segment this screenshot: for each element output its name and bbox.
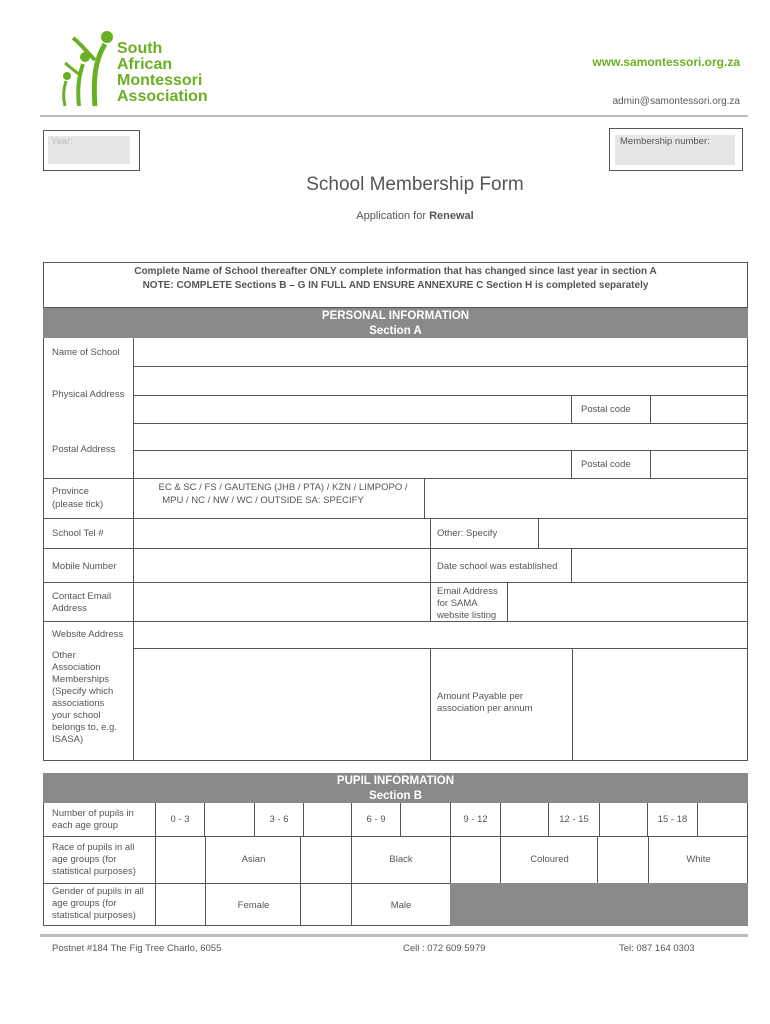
race-coloured-label: Coloured [530, 854, 569, 865]
race-asian-label: Asian [241, 854, 266, 865]
instructions-line-2: NOTE: COMPLETE Sections B – G IN FULL AND ENSURE ANNEXURE C Section H is completed separately [142, 280, 649, 291]
race-black-input[interactable] [300, 836, 352, 884]
form-title: School Membership Form [306, 174, 524, 195]
race-white-label: White [686, 854, 711, 865]
postal-address-input-2[interactable] [133, 450, 748, 479]
postal-address-label: Postal Address [52, 444, 116, 455]
postal-address-input-1[interactable] [133, 423, 748, 451]
website-link[interactable]: www.samontessori.org.za [592, 55, 740, 69]
race-asian-input[interactable] [155, 836, 206, 884]
logo-wordmark: South African Montessori Association [117, 40, 208, 105]
section-a-heading: PERSONAL INFORMATION Section A [43, 308, 748, 338]
website-input[interactable] [133, 621, 748, 649]
age-9-12-input[interactable] [501, 803, 548, 837]
school-tel-label: School Tel # [52, 528, 104, 539]
age-6-9-label: 6 - 9 [366, 814, 386, 825]
age-12-15-label: 12 - 15 [559, 814, 589, 825]
instructions-line-1: Complete Name of School thereafter ONLY complete information that has changed since last year in section A [134, 266, 657, 277]
date-established-label: Date school was established [437, 561, 558, 572]
race-label: Race of pupils in all age groups (for statistical purposes) [52, 842, 136, 877]
footer-divider [40, 934, 748, 937]
footer-tel: Tel: 087 164 0303 [619, 943, 695, 954]
age-0-3-input[interactable] [205, 803, 255, 837]
other-memberships-input[interactable] [133, 648, 431, 761]
contact-email-input[interactable] [133, 582, 431, 622]
membership-label: Membership number: [620, 136, 710, 147]
contact-email-label-2: Address [52, 603, 87, 614]
province-options-line-1: EC & SC / FS / GAUTENG (JHB / PTA) / KZN / LIMPOPO / [158, 482, 408, 493]
gender-male-input[interactable] [300, 883, 352, 926]
province-label-1: Province [52, 486, 89, 497]
contact-email-label-1: Contact Email [52, 591, 112, 602]
gender-female-label: Female [237, 900, 270, 911]
sama-email-label: Email Address for SAMA website listing [437, 586, 498, 621]
other-specify-label: Other: Specify [437, 528, 498, 539]
footer-postal: Postnet #184 The Fig Tree Charlo, 6055 [52, 943, 222, 954]
date-established-input[interactable] [571, 548, 748, 583]
age-12-15-input[interactable] [600, 803, 647, 837]
sama-email-input[interactable] [508, 582, 748, 622]
race-coloured-input[interactable] [450, 836, 501, 884]
sama-logo-figures [55, 30, 117, 108]
section-b-heading: PUPIL INFORMATION Section B [43, 773, 748, 803]
age-9-12-label: 9 - 12 [463, 814, 488, 825]
gender-unused-area [450, 883, 748, 926]
mobile-input[interactable] [133, 548, 431, 583]
mobile-label: Mobile Number [52, 561, 117, 572]
gender-female-input[interactable] [155, 883, 206, 926]
other-specify-input[interactable] [538, 518, 748, 549]
amount-payable-label: Amount Payable per association per annum [437, 691, 533, 714]
age-3-6-label: 3 - 6 [269, 814, 289, 825]
race-black-label: Black [389, 854, 413, 865]
province-label-2: (please tick) [52, 499, 104, 510]
website-label: Website Address [52, 629, 124, 640]
province-options-line-2: MPU / NC / NW / WC / OUTSIDE SA: SPECIFY [162, 495, 364, 506]
age-6-9-input[interactable] [401, 803, 450, 837]
footer-cell: Cell : 072 609 5979 [403, 943, 486, 954]
postal-code-label: Postal code [581, 459, 631, 470]
gender-label: Gender of pupils in all age groups (for statistical purposes) [52, 886, 144, 921]
header-divider [40, 115, 748, 117]
age-3-6-input[interactable] [304, 803, 351, 837]
age-15-18-input[interactable] [698, 803, 748, 837]
other-memberships-label: Other Association Memberships (Specify which associations your school belongs to, e.g. ISASA) [52, 650, 117, 745]
pupils-per-age-label: Number of pupils in each age group [52, 808, 134, 831]
form-subtitle: Application for Renewal [356, 210, 474, 222]
physical-postal-code-label: Postal code [581, 404, 631, 415]
age-0-3-label: 0 - 3 [170, 814, 190, 825]
physical-address-input-2[interactable] [133, 395, 748, 424]
email-link[interactable]: admin@samontessori.org.za [612, 96, 740, 107]
year-input[interactable] [48, 136, 130, 164]
physical-address-label: Physical Address [52, 389, 125, 400]
race-white-input[interactable] [597, 836, 649, 884]
physical-address-input-1[interactable] [133, 366, 748, 396]
gender-male-label: Male [390, 900, 412, 911]
name-of-school-label: Name of School [52, 347, 120, 358]
school-tel-input[interactable] [133, 518, 431, 549]
amount-payable-input[interactable] [572, 648, 748, 761]
name-of-school-input[interactable] [133, 338, 748, 367]
age-15-18-label: 15 - 18 [657, 814, 688, 825]
